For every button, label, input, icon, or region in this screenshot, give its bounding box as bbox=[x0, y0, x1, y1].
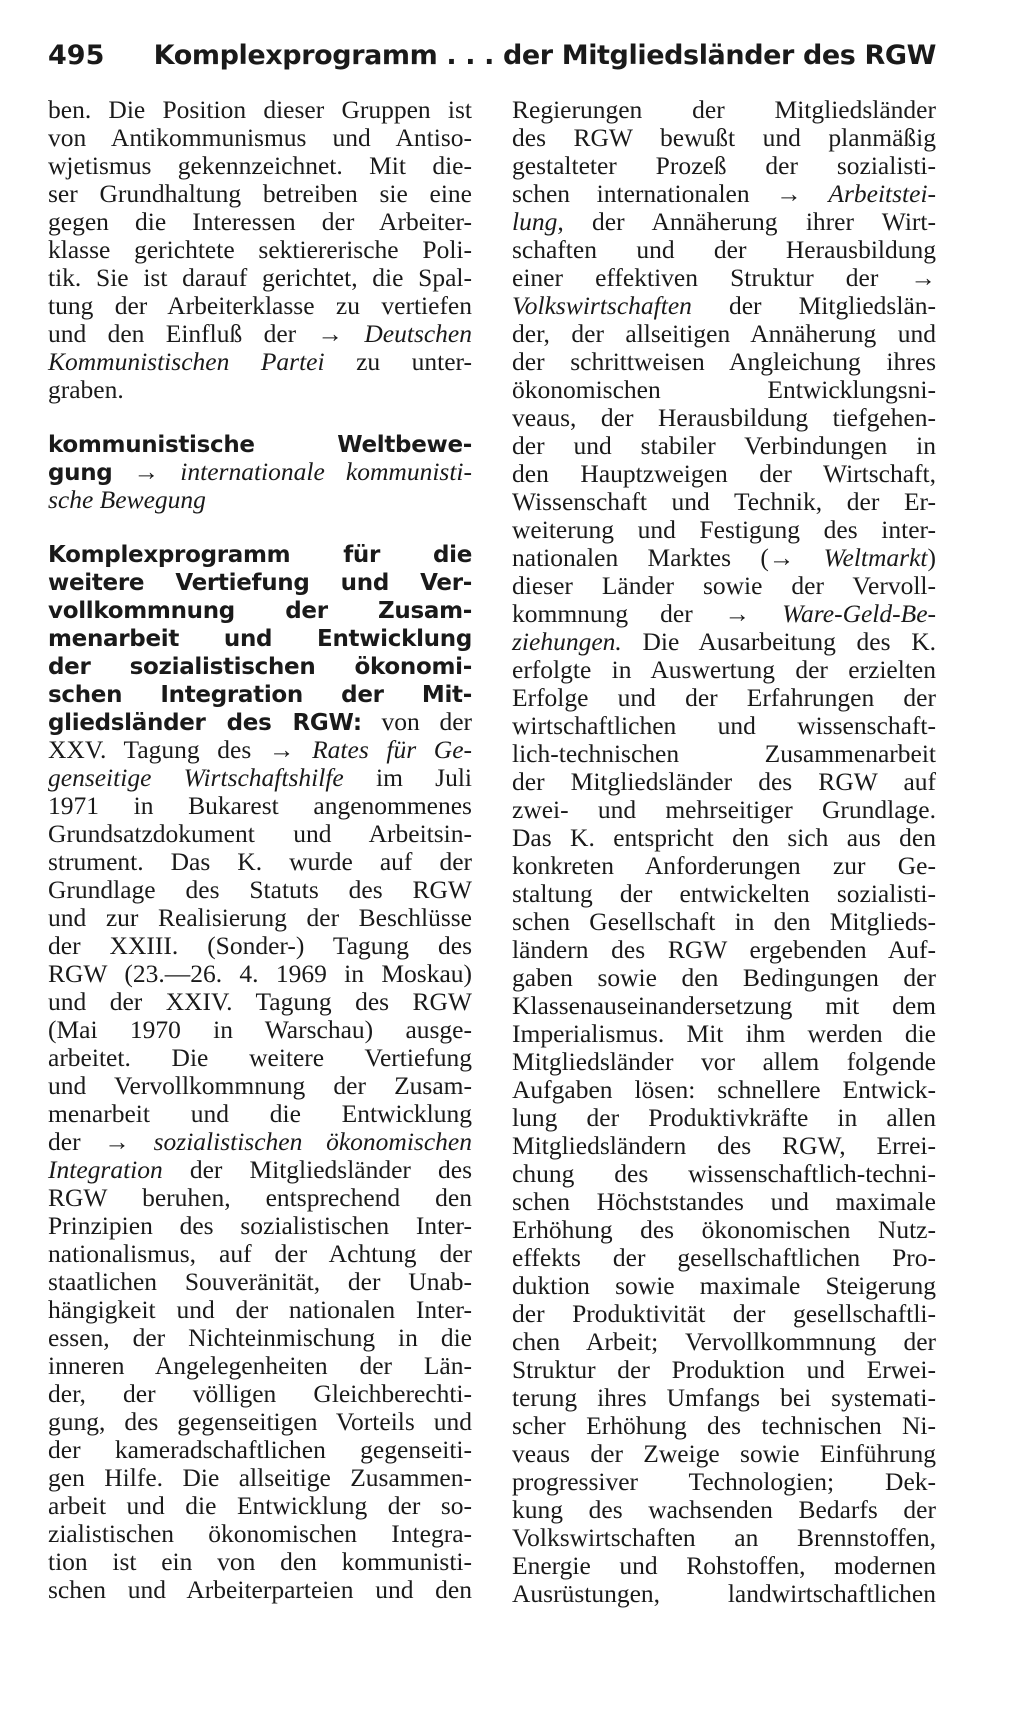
entry-headword: vollkommnung der Zusam- bbox=[48, 598, 472, 624]
text-line: effekts der gesellschaftlichen Pro- bbox=[512, 1243, 936, 1272]
text-line: Prinzipien des sozialistischen Inter- bbox=[48, 1211, 472, 1240]
text-line bbox=[48, 348, 472, 376]
cross-reference-link[interactable]: internationale kommunisti- bbox=[180, 457, 472, 486]
cross-reference-link[interactable]: sche Bewegung bbox=[48, 485, 206, 514]
entry-headword: menarbeit und Entwicklung bbox=[48, 626, 472, 652]
text-line bbox=[512, 628, 936, 656]
text-line: der XXIII. (Sonder-) Tagung des bbox=[48, 931, 472, 960]
text-line: ökonomischen Entwicklungsni- bbox=[512, 375, 936, 404]
running-head bbox=[48, 36, 936, 76]
text-line bbox=[48, 652, 472, 680]
text-line: ländern des RGW ergebenden Auf- bbox=[512, 935, 936, 964]
text-line: hängigkeit und der nationalen Inter- bbox=[48, 1295, 472, 1324]
text-line: Ausrüstungen, landwirtschaftlichen bbox=[512, 1579, 936, 1608]
text-line: tion ist ein von den kommunisti- bbox=[48, 1547, 472, 1576]
text-line: wjetismus gekennzeichnet. Mit die- bbox=[48, 151, 472, 180]
text-line: gegen die Interessen der Arbeiter- bbox=[48, 207, 472, 236]
cross-reference-link[interactable]: Integration bbox=[48, 1155, 163, 1184]
text-line: Mitgliedsländern des RGW, Errei- bbox=[512, 1131, 936, 1160]
text-line: gen Hilfe. Die allseitige Zusammen- bbox=[48, 1463, 472, 1492]
text-line bbox=[48, 1156, 472, 1184]
text-line bbox=[48, 486, 472, 514]
text-line: veaus, der Herausbildung tiefgehen- bbox=[512, 403, 936, 432]
text-line: Grundlage des Statuts des RGW bbox=[48, 875, 472, 904]
text-line: von Antikommunismus und Antiso- bbox=[48, 123, 472, 152]
text-run: der Mitgliedslän- bbox=[728, 291, 936, 320]
text-line: Erfolge und der Erfahrungen der bbox=[512, 683, 936, 712]
text-line: der kameradschaftlichen gegenseiti- bbox=[48, 1435, 472, 1464]
entry-headword: schen Integration der Mit- bbox=[48, 682, 472, 708]
text-line: duktion sowie maximale Steigerung bbox=[512, 1271, 936, 1300]
cross-reference-link[interactable]: Rates für Ge- bbox=[312, 735, 473, 764]
text-line: scher Erhöhung des technischen Ni- bbox=[512, 1411, 936, 1440]
text-line: menarbeit und die Entwicklung bbox=[48, 1099, 472, 1128]
text-line: Erhöhung des ökonomischen Nutz- bbox=[512, 1215, 936, 1244]
text-line: Energie und Rohstoffen, modernen bbox=[512, 1551, 936, 1580]
text-line: Wissenschaft und Technik, der Er- bbox=[512, 487, 936, 516]
text-line: und Vervollkommnung der Zusam- bbox=[48, 1071, 472, 1100]
text-line: des RGW bewußt und planmäßig bbox=[512, 123, 936, 152]
text-line bbox=[48, 540, 472, 568]
text-line: Das K. entspricht den sich aus den bbox=[512, 823, 936, 852]
text-line: terung ihres Umfangs bei systemati- bbox=[512, 1383, 936, 1412]
text-line: nationalismus, auf der Achtung der bbox=[48, 1239, 472, 1268]
text-line bbox=[512, 292, 936, 320]
text-line: weiterung und Festigung des inter- bbox=[512, 515, 936, 544]
text-line: strument. Das K. wurde auf der bbox=[48, 847, 472, 876]
text-run: zu unter- bbox=[356, 347, 472, 376]
text-line bbox=[48, 624, 472, 652]
text-line: Aufgaben lösen: schnellere Entwick- bbox=[512, 1075, 936, 1104]
text-line: lung der Produktivkräfte in allen bbox=[512, 1103, 936, 1132]
text-line: und der XXIV. Tagung des RGW bbox=[48, 987, 472, 1016]
left-column bbox=[48, 96, 472, 1604]
running-head-title: Komplexprogramm . . . der Mitgliedsländer des RGW bbox=[153, 40, 936, 71]
text-run: ) bbox=[927, 543, 936, 572]
text-line: RGW (23.—26. 4. 1969 in Moskau) bbox=[48, 959, 472, 988]
text-line: 1971 in Bukarest angenommenes bbox=[48, 791, 472, 820]
cross-reference-link[interactable]: ziehungen. bbox=[512, 627, 622, 656]
text-line: Imperialismus. Mit ihm werden die bbox=[512, 1019, 936, 1048]
text-line: chung des wissenschaftlich-techni- bbox=[512, 1159, 936, 1188]
text-line: den Hauptzweigen der Wirtschaft, bbox=[512, 459, 936, 488]
entry-headword: weitere Vertiefung und Ver- bbox=[48, 570, 472, 596]
cross-reference-link[interactable]: Ware-Geld-Be- bbox=[782, 599, 937, 628]
text-line bbox=[512, 600, 936, 628]
text-line: der Mitgliedsländer des RGW auf bbox=[512, 767, 936, 796]
text-line: der und stabiler Verbindungen in bbox=[512, 431, 936, 460]
text-line: (Mai 1970 in Warschau) ausge- bbox=[48, 1015, 472, 1044]
text-line: staatlichen Souveränität, der Unab- bbox=[48, 1267, 472, 1296]
text-line bbox=[48, 458, 472, 486]
cross-reference-link[interactable]: Deutschen bbox=[364, 319, 473, 348]
text-line bbox=[512, 180, 936, 208]
text-run: der Mitgliedsländer des bbox=[189, 1155, 472, 1184]
text-run: kommnung der bbox=[512, 599, 693, 628]
cross-reference-arrow: → bbox=[133, 457, 160, 486]
text-run: von der bbox=[381, 707, 473, 736]
text-line: dieser Länder sowie der Vervoll- bbox=[512, 571, 936, 600]
text-line: inneren Angelegenheiten der Län- bbox=[48, 1351, 472, 1380]
text-line: schen Gesellschaft in den Mitglieds- bbox=[512, 907, 936, 936]
cross-reference-arrow: → bbox=[724, 599, 751, 628]
right-column bbox=[512, 96, 936, 1608]
entry-headword: der sozialistischen ökonomi- bbox=[48, 654, 472, 680]
text-run: und den Einfluß der bbox=[48, 319, 297, 348]
text-run: nationalen Marktes ( bbox=[512, 543, 769, 572]
cross-reference-link[interactable]: sozialistischen ökonomischen bbox=[153, 1127, 472, 1156]
text-line: tung der Arbeiterklasse zu vertiefen bbox=[48, 291, 472, 320]
text-line: arbeit und die Entwicklung der so- bbox=[48, 1491, 472, 1520]
cross-reference-link[interactable]: Kommunistischen Partei bbox=[48, 347, 325, 376]
text-line: progressiver Technologien; Dek- bbox=[512, 1467, 936, 1496]
text-line bbox=[48, 1128, 472, 1156]
text-run: der bbox=[48, 1127, 81, 1156]
cross-reference-arrow: → bbox=[317, 319, 344, 348]
cross-reference-arrow: → bbox=[768, 543, 795, 572]
text-line bbox=[512, 544, 936, 572]
cross-reference-arrow: → bbox=[268, 735, 295, 764]
text-line bbox=[48, 680, 472, 708]
text-run: im Juli bbox=[376, 763, 473, 792]
text-line bbox=[48, 320, 472, 348]
continuation-paragraph bbox=[48, 96, 472, 404]
text-line: der, der völligen Gleichberechti- bbox=[48, 1379, 472, 1408]
text-line bbox=[48, 430, 472, 458]
cross-reference-link[interactable]: genseitige Wirtschaftshilfe bbox=[48, 763, 344, 792]
cross-reference-link[interactable]: lung, bbox=[512, 207, 564, 236]
cross-reference-link[interactable]: Arbeitstei- bbox=[828, 179, 937, 208]
text-line: Mitgliedsländer vor allem folgende bbox=[512, 1047, 936, 1076]
text-line: gestalteter Prozeß der sozialisti- bbox=[512, 151, 936, 180]
text-line: schen Höchststandes und maximale bbox=[512, 1187, 936, 1216]
dictionary-entry bbox=[48, 540, 472, 1604]
text-line: und zur Realisierung der Beschlüsse bbox=[48, 903, 472, 932]
text-line: schaften und der Herausbildung bbox=[512, 235, 936, 264]
text-run: Die Ausarbeitung des K. bbox=[642, 627, 936, 656]
text-line: ser Grundhaltung betreiben sie eine bbox=[48, 179, 472, 208]
page-number: 495 bbox=[48, 40, 105, 71]
text-line: arbeitet. Die weitere Vertiefung bbox=[48, 1043, 472, 1072]
text-line: Klassenauseinandersetzung mit dem bbox=[512, 991, 936, 1020]
text-line bbox=[48, 596, 472, 624]
text-line: veaus der Zweige sowie Einführung bbox=[512, 1439, 936, 1468]
text-line: der schrittweisen Angleichung ihres bbox=[512, 347, 936, 376]
text-run: einer effektiven Struktur der bbox=[512, 263, 879, 292]
text-line: erfolgte in Auswertung der erzielten bbox=[512, 655, 936, 684]
text-line: der, der allseitigen Annäherung und bbox=[512, 319, 936, 348]
text-line: klasse gerichtete sektiererische Poli- bbox=[48, 235, 472, 264]
text-line: lich-technischen Zusammenarbeit bbox=[512, 739, 936, 768]
text-line: ben. Die Position dieser Gruppen ist bbox=[48, 95, 472, 124]
text-line: staltung der entwickelten sozialisti- bbox=[512, 879, 936, 908]
text-line: RGW beruhen, entsprechend den bbox=[48, 1183, 472, 1212]
entry-headword: gung bbox=[48, 460, 113, 486]
text-line: konkreten Anforderungen zur Ge- bbox=[512, 851, 936, 880]
cross-reference-link[interactable]: Weltmarkt bbox=[823, 543, 928, 572]
text-line: wirtschaftlichen und wissenschaft- bbox=[512, 711, 936, 740]
text-line bbox=[512, 208, 936, 236]
entry-headword: gliedsländer des RGW: bbox=[48, 710, 362, 736]
text-line bbox=[512, 264, 936, 292]
text-line: der Produktivität der gesellschaftli- bbox=[512, 1299, 936, 1328]
entry-headword: kommunistische Weltbewe- bbox=[48, 432, 472, 458]
text-line: essen, der Nichteinmischung in die bbox=[48, 1323, 472, 1352]
cross-reference-arrow: → bbox=[776, 179, 802, 208]
text-run: XXV. Tagung des bbox=[48, 735, 252, 764]
cross-reference-arrow: → bbox=[910, 263, 936, 292]
text-line bbox=[48, 736, 472, 764]
text-line: zwei- und mehrseitiger Grundlage. bbox=[512, 795, 936, 824]
text-line bbox=[48, 708, 472, 736]
entry-headword: Komplexprogramm für die bbox=[48, 542, 472, 568]
text-line: schen und Arbeiterparteien und den bbox=[48, 1575, 472, 1604]
cross-reference-link[interactable]: Volkswirtschaften bbox=[512, 291, 692, 320]
text-line: Grundsatzdokument und Arbeitsin- bbox=[48, 819, 472, 848]
text-line: kung des wachsenden Bedarfs der bbox=[512, 1495, 936, 1524]
cross-reference-arrow: → bbox=[104, 1127, 130, 1156]
text-line: Volkswirtschaften an Brennstoffen, bbox=[512, 1523, 936, 1552]
text-line bbox=[48, 568, 472, 596]
text-line: gung, des gegenseitigen Vorteils und bbox=[48, 1407, 472, 1436]
text-line: gaben sowie den Bedingungen der bbox=[512, 963, 936, 992]
text-line bbox=[48, 764, 472, 792]
text-line: zialistischen ökonomischen Integra- bbox=[48, 1519, 472, 1548]
text-line: Regierungen der Mitgliedsländer bbox=[512, 95, 936, 124]
text-line: tik. Sie ist darauf gerichtet, die Spal- bbox=[48, 263, 472, 292]
text-run: der Annäherung ihrer Wirt- bbox=[592, 207, 937, 236]
dictionary-entry bbox=[48, 430, 472, 514]
text-line: chen Arbeit; Vervollkommnung der bbox=[512, 1327, 936, 1356]
text-line: graben. bbox=[48, 375, 124, 404]
text-run: schen internationalen bbox=[512, 179, 750, 208]
text-line: Struktur der Produktion und Erwei- bbox=[512, 1355, 936, 1384]
